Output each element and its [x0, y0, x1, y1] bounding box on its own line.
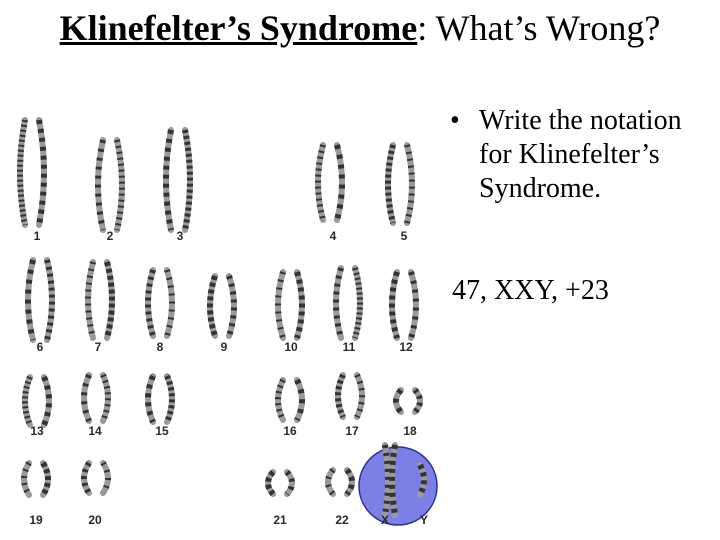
bullet-prompt — [450, 104, 720, 206]
chromosome-label: 1 — [33, 229, 41, 243]
chromosome-label: 17 — [345, 424, 359, 438]
chromosome-label: 21 — [273, 513, 287, 527]
chromosome-pair-1 — [20, 120, 44, 225]
chromosome-pair-18 — [396, 390, 420, 412]
chromosome-label: 3 — [176, 229, 184, 243]
chromosome-label: 12 — [399, 340, 413, 354]
karyotype-image — [0, 100, 440, 540]
chromosome-label: X — [380, 513, 390, 527]
chromosome-pair-20 — [84, 463, 108, 493]
chromosome-label: 13 — [30, 424, 44, 438]
chromosome-label: 2 — [106, 229, 114, 243]
chromosome-pair-14 — [84, 375, 108, 421]
chromosome-pair-8 — [148, 270, 172, 336]
chromosome-label: 9 — [220, 340, 228, 354]
chromosome-pair-4 — [318, 145, 342, 220]
answer-notation: 47, XXY, +23 — [452, 275, 609, 306]
chromosome-pair-6 — [28, 260, 52, 340]
chromosome-pair-11 — [336, 268, 360, 338]
chromosome-label: 7 — [94, 340, 102, 354]
chromosome-pair-16 — [278, 380, 302, 420]
chromosome-label: 6 — [36, 340, 44, 354]
chromosome-pair-3 — [166, 130, 190, 230]
slide-title — [0, 6, 720, 50]
chromosome-label: 10 — [284, 340, 298, 354]
chromosome-pair-15 — [148, 376, 172, 422]
chromosome-label: 20 — [88, 513, 102, 527]
chromosome-pair-10 — [278, 272, 302, 338]
chromosome-label: Y — [419, 513, 429, 527]
title-question: : What’s Wrong? — [417, 8, 661, 48]
chromosome-label: 11 — [342, 340, 356, 354]
chromosome-label: 16 — [283, 424, 297, 438]
chromosome-label: 22 — [335, 513, 349, 527]
chromosome-label: 4 — [329, 229, 337, 243]
chromosome-pair-9 — [210, 276, 234, 336]
chromosome-pair-2 — [98, 140, 122, 230]
bullet-dot: • — [450, 105, 460, 136]
chromosome-pair-13 — [25, 377, 49, 425]
chromosome-label: 8 — [156, 340, 164, 354]
chromosome-label: 15 — [155, 424, 169, 438]
karyotype-svg — [0, 100, 440, 540]
chromosome-label: 18 — [403, 424, 417, 438]
chromosome-pair-22 — [328, 470, 352, 494]
chromosome-pair-7 — [88, 262, 112, 338]
chromosome-label: 5 — [400, 229, 408, 243]
chromosome-pair-12 — [392, 272, 416, 338]
chromosome-label: 14 — [88, 424, 102, 438]
chromosome-pair-5 — [388, 145, 412, 223]
bullet-text: Write the notation for Klinefelter’s Syndrome. — [479, 105, 682, 204]
chromosome-label: 19 — [29, 513, 43, 527]
title-syndrome-name: Klinefelter’s Syndrome — [59, 8, 418, 48]
chromosome-pairs — [20, 120, 424, 515]
chromosome-pair-21 — [268, 472, 292, 494]
chromosome-pair-17 — [338, 375, 362, 417]
chromosome-pair-19 — [24, 463, 48, 495]
